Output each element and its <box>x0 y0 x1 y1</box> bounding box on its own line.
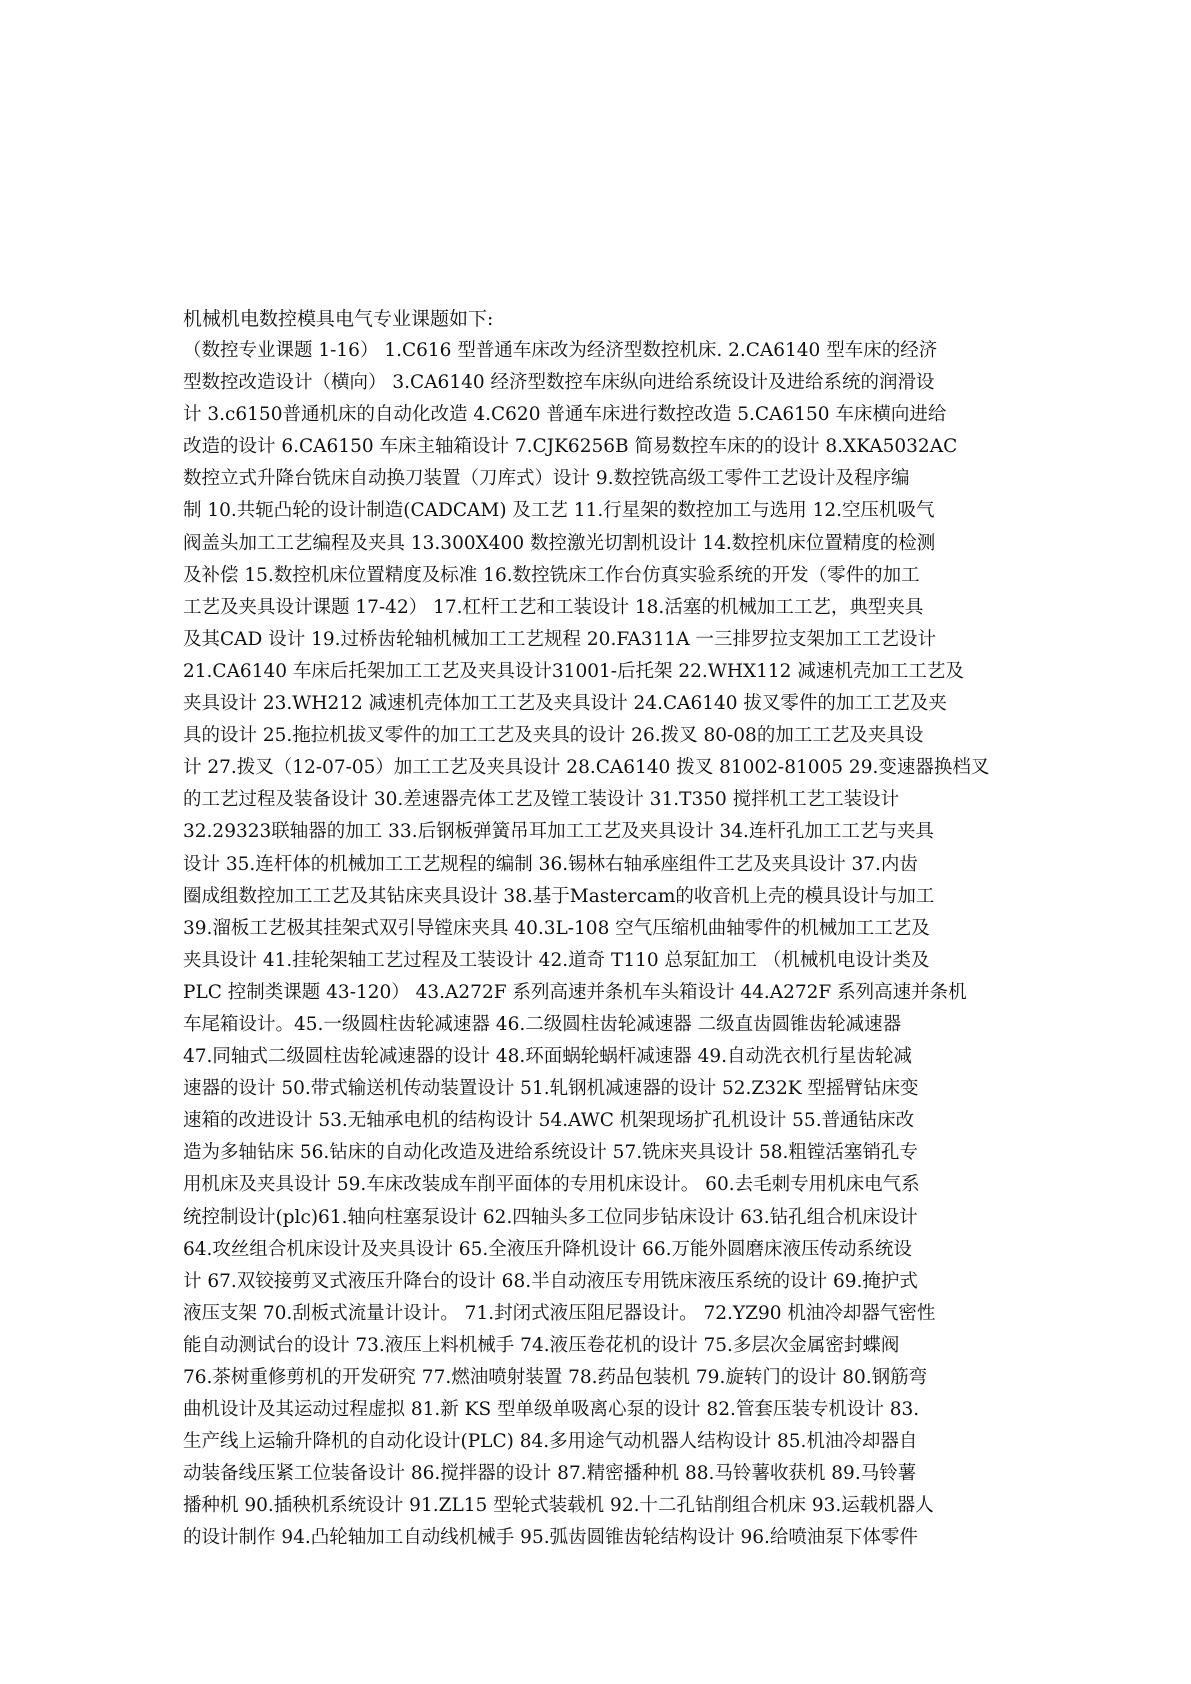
text-line: 64.攻丝组合机床设计及夹具设计 65.全液压升降机设计 66.万能外圆磨床液压传动系统设 <box>183 1238 913 1260</box>
text-line: 生产线上运输升降机的自动化设计(PLC) 84.多用途气动机器人结构设计 85.机油冷却器自 <box>183 1431 918 1453</box>
text-line: 制 10.共轭凸轮的设计制造(CADCAM) 及工艺 11.行星架的数控加工与选用 12.空压机吸气 <box>183 500 935 522</box>
document-body <box>183 303 1018 1555</box>
text-line: 改造的设计 6.CA6150 车床主轴箱设计 7.CJK6256B 简易数控车床的的设计 8.XKA5032AC <box>183 436 958 458</box>
document-title: 机械机电数控模具电气专业课题如下: <box>183 308 494 330</box>
document-paragraph <box>183 335 1018 1555</box>
text-line: 夹具设计 41.挂轮架轴工艺过程及工装设计 42.道奇 T110 总泵缸加工 （机械机电设计类及 <box>183 949 930 971</box>
text-line: 及其CAD 设计 19.过桥齿轮轴机械加工工艺规程 20.FA311A 一三排罗拉支架加工工艺设计 <box>183 628 936 650</box>
text-line: （数控专业课题 1-16） 1.C616 型普通车床改为经济型数控机床. 2.CA6140 型车床的经济 <box>183 340 938 361</box>
text-line: 速箱的改进设计 53.无轴承电机的结构设计 54.AWC 机架现场扩孔机设计 55.普通钻床改 <box>183 1110 915 1132</box>
text-line: 能自动测试台的设计 73.液压上料机械手 74.液压卷花机的设计 75.多层次金属密封蝶阀 <box>183 1334 900 1356</box>
text-line: 曲机设计及其运动过程虚拟 81.新 KS 型单级单吸离心泵的设计 82.管套压装专机设计 83. <box>183 1399 920 1421</box>
text-line: 工艺及夹具设计课题 17-42） 17.杠杆工艺和工装设计 18.活塞的机械加工工艺，典型夹具 <box>183 596 924 618</box>
text-line: 47.同轴式二级圆柱齿轮减速器的设计 48.环面蜗轮蜗杆减速器 49.自动洗衣机行星齿轮减 <box>183 1046 913 1068</box>
text-line: 39.溜板工艺极其挂架式双引导镗床夹具 40.3L-108 空气压缩机曲轴零件的机械加工工艺及 <box>183 917 930 939</box>
text-line: PLC 控制类课题 43-120） 43.A272F 系列高速并条机车头箱设计 44.A272F 系列高速并条机 <box>183 981 967 1003</box>
text-line: 夹具设计 23.WH212 减速机壳体加工工艺及夹具设计 24.CA6140 拔叉零件的加工工艺及夹 <box>183 693 947 715</box>
text-line: 速器的设计 50.带式输送机传动装置设计 51.轧钢机减速器的设计 52.Z32K 型摇臂钻床变 <box>183 1078 919 1100</box>
text-line: 统控制设计(plc)61.轴向柱塞泵设计 62.四轴头多工位同步钻床设计 63.钻孔组合机床设计 <box>183 1206 918 1228</box>
text-line: 具的设计 25.拖拉机拔叉零件的加工工艺及夹具的设计 26.拨叉 80-08的加工工艺及夹具设 <box>183 725 924 747</box>
text-line: 型数控改造设计（横向） 3.CA6140 经济型数控车床纵向进给系统设计及进给系统的润滑设 <box>183 372 935 394</box>
text-line: 液压支架 70.刮板式流量计设计。 71.封闭式液压阻尼器设计。 72.YZ90 机油冷却器气密性 <box>183 1302 936 1324</box>
text-line: 32.29323联轴器的加工 33.后钢板弹簧吊耳加工工艺及夹具设计 34.连杆孔加工工艺与夹具 <box>183 821 934 843</box>
text-line: 计 67.双铰接剪叉式液压升降台的设计 68.半自动液压专用铣床液压系统的设计 69.掩护式 <box>183 1270 918 1292</box>
text-line: 数控立式升降台铣床自动换刀装置（刀库式）设计 9.数控铣高级工零件工艺设计及程序编 <box>183 468 910 490</box>
text-line: 计 27.拨叉（12-07-05）加工工艺及夹具设计 28.CA6140 拨叉 81002-81005 29.变速器换档叉 <box>183 757 990 779</box>
text-line: 动装备线压紧工位装备设计 86.搅拌器的设计 87.精密播种机 88.马铃薯收获机 89.马铃薯 <box>183 1463 917 1485</box>
text-line: 设计 35.连杆体的机械加工工艺规程的编制 36.锡林右轴承座组件工艺及夹具设计 37.内齿 <box>183 853 918 875</box>
text-line: 的工艺过程及装备设计 30.差速器壳体工艺及镗工装设计 31.T350 搅拌机工艺工装设计 <box>183 789 900 811</box>
text-line: 造为多轴钻床 56.钻床的自动化改造及进给系统设计 57.铣床夹具设计 58.粗镗活塞销孔专 <box>183 1142 918 1164</box>
text-line: 76.茶树重修剪机的开发研究 77.燃油喷射装置 78.药品包装机 79.旋转门的设计 80.钢筋弯 <box>183 1367 928 1388</box>
text-line: 的设计制作 94.凸轮轴加工自动线机械手 95.弧齿圆锥齿轮结构设计 96.给喷油泵下体零件 <box>183 1527 918 1549</box>
text-line: 21.CA6140 车床后托架加工工艺及夹具设计31001-后托架 22.WHX112 减速机壳加工工艺及 <box>183 660 964 682</box>
text-line: 播种机 90.插秧机系统设计 91.ZL15 型轮式装载机 92.十二孔钻削组合机床 93.运载机器人 <box>183 1495 934 1517</box>
text-line: 及补偿 15.数控机床位置精度及标准 16.数控铣床工作台仿真实验系统的开发（零件的加工 <box>183 564 920 586</box>
text-line: 车尾箱设计。45.一级圆柱齿轮减速器 46.二级圆柱齿轮减速器 二级直齿圆锥齿轮减速器 <box>183 1013 902 1035</box>
text-line: 阀盖头加工工艺编程及夹具 13.300X400 数控激光切割机设计 14.数控机床位置精度的检测 <box>183 532 936 554</box>
text-line: 圈成组数控加工工艺及其钻床夹具设计 38.基于Mastercam的收音机上壳的模具设计与加工 <box>183 885 935 907</box>
text-line: 用机床及夹具设计 59.车床改装成车削平面体的专用机床设计。 60.去毛刺专用机床电气系 <box>183 1174 920 1196</box>
text-line: 计 3.c6150普通机床的自动化改造 4.C620 普通车床进行数控改造 5.CA6150 车床横向进给 <box>183 404 947 426</box>
